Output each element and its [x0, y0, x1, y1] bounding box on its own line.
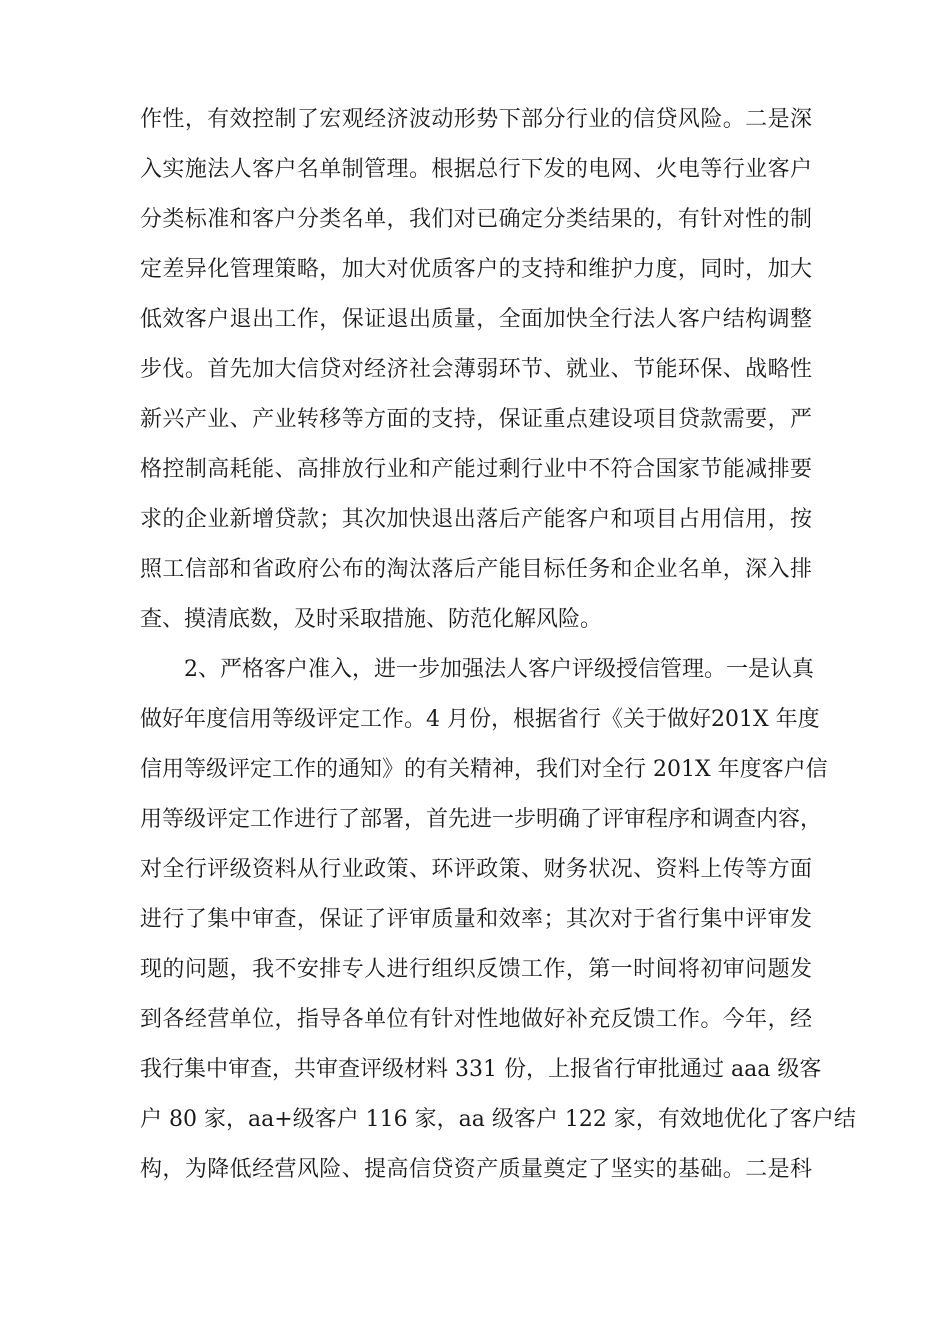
text-line: 信用等级评定工作的通知》的有关精神，我们对全行 201X 年度客户信	[140, 757, 828, 782]
text-line: 照工信部和省政府公布的淘汰落后产能目标任务和企业名单，深入排	[140, 557, 812, 582]
text-line: 定差异化管理策略，加大对优质客户的支持和维护力度，同时，加大	[140, 257, 812, 282]
text-line: 求的企业新增贷款；其次加快退出落后产能客户和项目占用信用，按	[140, 507, 812, 532]
text-line: 新兴产业、产业转移等方面的支持，保证重点建设项目贷款需要，严	[140, 407, 812, 432]
text-line: 低效客户退出工作，保证退出质量，全面加快全行法人客户结构调整	[140, 307, 812, 332]
text-line: 查、摸清底数，及时采取措施、防范化解风险。	[140, 607, 603, 632]
text-line: 构，为降低经营风险、提高信贷资产质量奠定了坚实的基础。二是科	[140, 1157, 812, 1182]
text-line: 格控制高耗能、高排放行业和产能过剩行业中不符合国家节能减排要	[140, 457, 812, 482]
text-line: 入实施法人客户名单制管理。根据总行下发的电网、火电等行业客户	[140, 157, 812, 182]
text-line: 户 80 家，aa+级客户 116 家，aa 级客户 122 家，有效地优化了客户结	[140, 1107, 856, 1132]
text-line: 作性，有效控制了宏观经济波动形势下部分行业的信贷风险。二是深	[140, 107, 812, 132]
paragraph-start-line: 2、严格客户准入，进一步加强法人客户评级授信管理。一是认真	[184, 657, 814, 682]
text-line: 到各经营单位，指导各单位有针对性地做好补充反馈工作。今年，经	[140, 1007, 812, 1032]
text-line: 对全行评级资料从行业政策、环评政策、财务状况、资料上传等方面	[140, 857, 812, 882]
text-line: 做好年度信用等级评定工作。4 月份，根据省行《关于做好201X 年度	[140, 707, 820, 732]
text-line: 我行集中审查，共审查评级材料 331 份，上报省行审批通过 aaa 级客	[140, 1057, 822, 1082]
text-line: 用等级评定工作进行了部署，首先进一步明确了评审程序和调查内容，	[140, 807, 823, 832]
text-line: 步伐。首先加大信贷对经济社会薄弱环节、就业、节能环保、战略性	[140, 357, 812, 382]
text-line: 分类标准和客户分类名单，我们对已确定分类结果的，有针对性的制	[140, 207, 812, 232]
text-line: 现的问题，我不安排专人进行组织反馈工作，第一时间将初审问题发	[140, 957, 812, 982]
text-line: 进行了集中审查，保证了评审质量和效率；其次对于省行集中评审发	[140, 907, 812, 932]
